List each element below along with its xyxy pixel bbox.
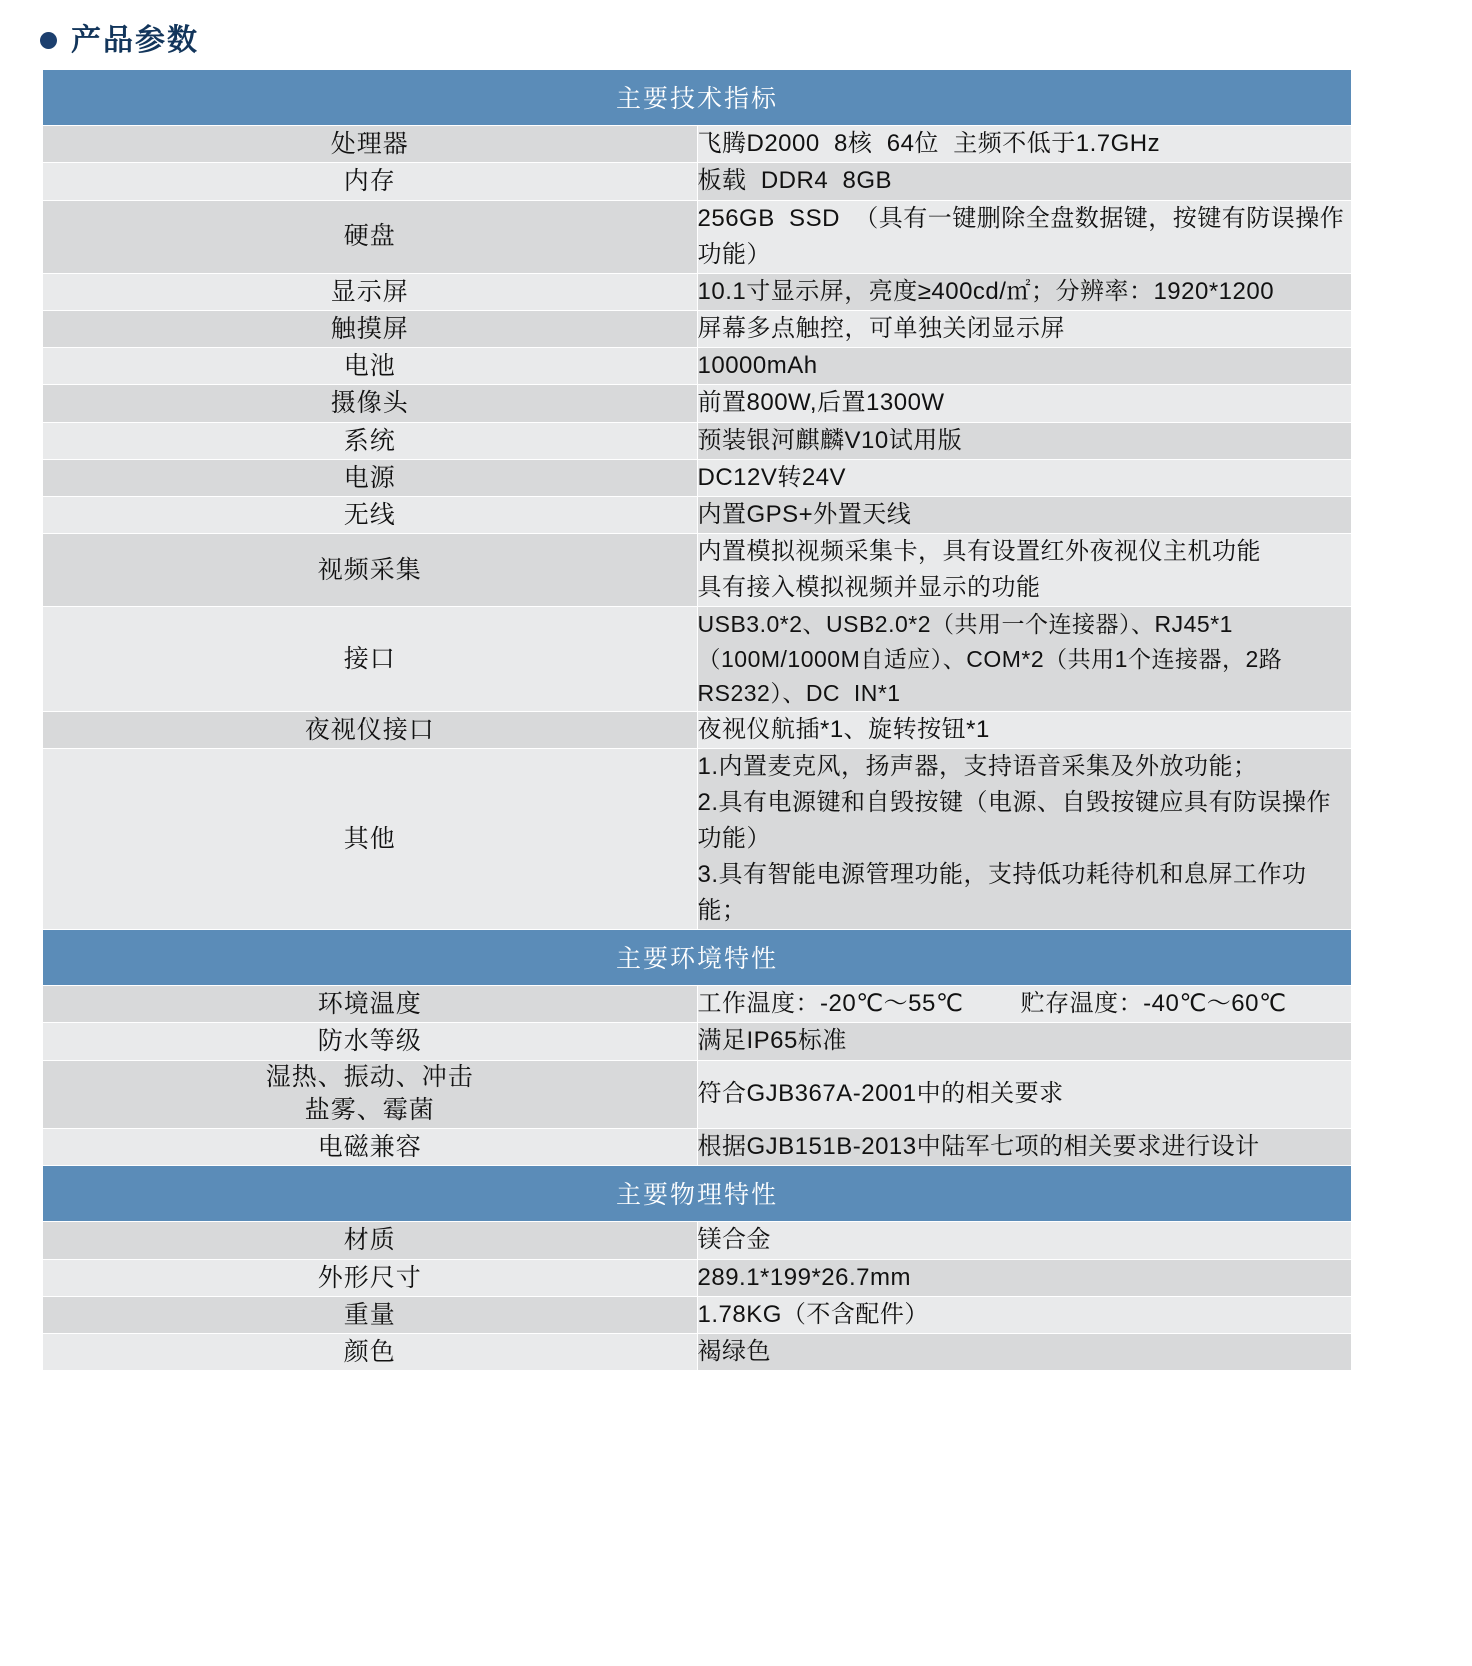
row-value — [697, 711, 1352, 748]
row-label: 材质 — [43, 1222, 698, 1259]
row-value-line: 夜视仪航插*1、旋转按钮*1 — [697, 715, 990, 743]
row-value — [697, 749, 1352, 930]
row-value — [697, 1259, 1352, 1296]
row-value-line: 满足IP65标准 — [697, 1027, 847, 1055]
table-row — [43, 1060, 1352, 1129]
row-value — [697, 497, 1352, 534]
row-value — [697, 1129, 1352, 1166]
table-row — [43, 348, 1352, 385]
row-value-line: 1.内置麦克风，扬声器，支持语音采集及外放功能； — [697, 753, 1258, 780]
row-value-line: 10000mAh — [697, 352, 818, 380]
row-label: 其他 — [43, 749, 698, 930]
table-section-header: 主要技术指标 — [43, 70, 1352, 126]
row-label: 内存 — [43, 163, 698, 200]
row-value — [697, 126, 1352, 163]
row-label: 硬盘 — [43, 200, 698, 273]
row-label: 接口 — [43, 607, 698, 712]
row-label: 无线 — [43, 497, 698, 534]
row-value-line: 具有接入模拟视频并显示的功能 — [697, 574, 1041, 602]
table-row — [43, 986, 1352, 1023]
table-row — [43, 749, 1352, 930]
row-value-line: 内置GPS+外置天线 — [697, 501, 912, 529]
row-value — [697, 1334, 1352, 1371]
table-section-header: 主要物理特性 — [43, 1166, 1352, 1222]
table-row — [43, 607, 1352, 712]
row-value-line: 3.具有智能电源管理功能，支持低功耗待机和息屏工作功能； — [697, 861, 1307, 924]
table-row — [43, 459, 1352, 496]
table-row — [43, 385, 1352, 422]
row-value — [697, 1023, 1352, 1060]
row-label: 电源 — [43, 459, 698, 496]
row-value-line: 256GB SSD （具有一键删除全盘数据键，按键有防误操作功能） — [697, 204, 1345, 268]
row-label: 环境温度 — [43, 986, 698, 1023]
row-label: 系统 — [43, 422, 698, 459]
specifications-table — [42, 69, 1352, 1371]
row-value-line: 1.78KG（不含配件） — [697, 1300, 929, 1328]
table-row — [43, 497, 1352, 534]
table-row — [43, 273, 1352, 310]
table-row — [43, 310, 1352, 347]
row-label: 显示屏 — [43, 273, 698, 310]
row-value — [697, 348, 1352, 385]
table-section-header-row — [43, 930, 1352, 986]
table-row — [43, 200, 1352, 273]
bullet-dot-icon — [40, 32, 57, 49]
row-value-line: 板载 DDR4 8GB — [697, 167, 893, 195]
row-value — [697, 385, 1352, 422]
row-value-line: 10.1寸显示屏，亮度≥400cd/㎡；分辨率：1920*1200 — [697, 277, 1275, 305]
row-label: 颜色 — [43, 1334, 698, 1371]
row-value — [697, 163, 1352, 200]
table-section-header-row — [43, 70, 1352, 126]
table-row — [43, 422, 1352, 459]
row-value — [697, 607, 1352, 712]
row-value-line: 289.1*199*26.7mm — [697, 1263, 911, 1291]
table-row — [43, 1334, 1352, 1371]
table-row — [43, 534, 1352, 607]
row-value-line: 内置模拟视频采集卡，具有设置红外夜视仪主机功能 — [697, 538, 1261, 566]
row-value-line: DC12V转24V — [697, 463, 847, 491]
row-value-line: 工作温度：-20℃～55℃ 贮存温度：-40℃～60℃ — [697, 990, 1287, 1018]
row-label: 电池 — [43, 348, 698, 385]
row-value — [697, 1222, 1352, 1259]
row-label: 触摸屏 — [43, 310, 698, 347]
row-label: 重量 — [43, 1296, 698, 1333]
row-label: 视频采集 — [43, 534, 698, 607]
table-row — [43, 163, 1352, 200]
row-value-line: 前置800W,后置1300W — [697, 389, 945, 417]
row-value — [697, 459, 1352, 496]
table-row — [43, 711, 1352, 748]
row-label: 处理器 — [43, 126, 698, 163]
row-label: 电磁兼容 — [43, 1129, 698, 1166]
row-value — [697, 1296, 1352, 1333]
row-value — [697, 200, 1352, 273]
row-value-line: 预装银河麒麟V10试用版 — [697, 426, 963, 454]
table-section-header-row — [43, 1166, 1352, 1222]
row-value-line: 屏幕多点触控，可单独关闭显示屏 — [697, 314, 1065, 342]
row-value-line: 褐绿色 — [697, 1338, 771, 1366]
row-value — [697, 1060, 1352, 1129]
table-row — [43, 1222, 1352, 1259]
table-row — [43, 1296, 1352, 1333]
row-value — [697, 534, 1352, 607]
row-label: 外形尺寸 — [43, 1259, 698, 1296]
page-title — [40, 24, 1432, 57]
row-value-line: USB3.0*2、USB2.0*2（共用一个连接器）、RJ45*1（100M/1000M自适应）、COM*2（共用1个连接器，2路RS232）、DC IN*1 — [697, 611, 1283, 707]
row-value-line: 2.具有电源键和自毁按键（电源、自毁按键应具有防误操作功能） — [697, 789, 1332, 852]
row-value — [697, 273, 1352, 310]
row-label: 夜视仪接口 — [43, 711, 698, 748]
page-title-text: 产品参数 — [71, 24, 199, 57]
row-value — [697, 422, 1352, 459]
table-section-header: 主要环境特性 — [43, 930, 1352, 986]
row-value-line: 飞腾D2000 8核 64位 主频不低于1.7GHz — [697, 130, 1161, 158]
row-label: 防水等级 — [43, 1023, 698, 1060]
row-value — [697, 310, 1352, 347]
row-label: 摄像头 — [43, 385, 698, 422]
row-label: 湿热、振动、冲击 盐雾、霉菌 — [43, 1060, 698, 1129]
row-value-line: 符合GJB367A-2001中的相关要求 — [697, 1080, 1064, 1108]
table-row — [43, 1129, 1352, 1166]
row-value — [697, 986, 1352, 1023]
row-value-line: 根据GJB151B-2013中陆军七项的相关要求进行设计 — [697, 1133, 1260, 1161]
table-row — [43, 126, 1352, 163]
table-row — [43, 1023, 1352, 1060]
table-row — [43, 1259, 1352, 1296]
row-value-line: 镁合金 — [697, 1226, 771, 1254]
